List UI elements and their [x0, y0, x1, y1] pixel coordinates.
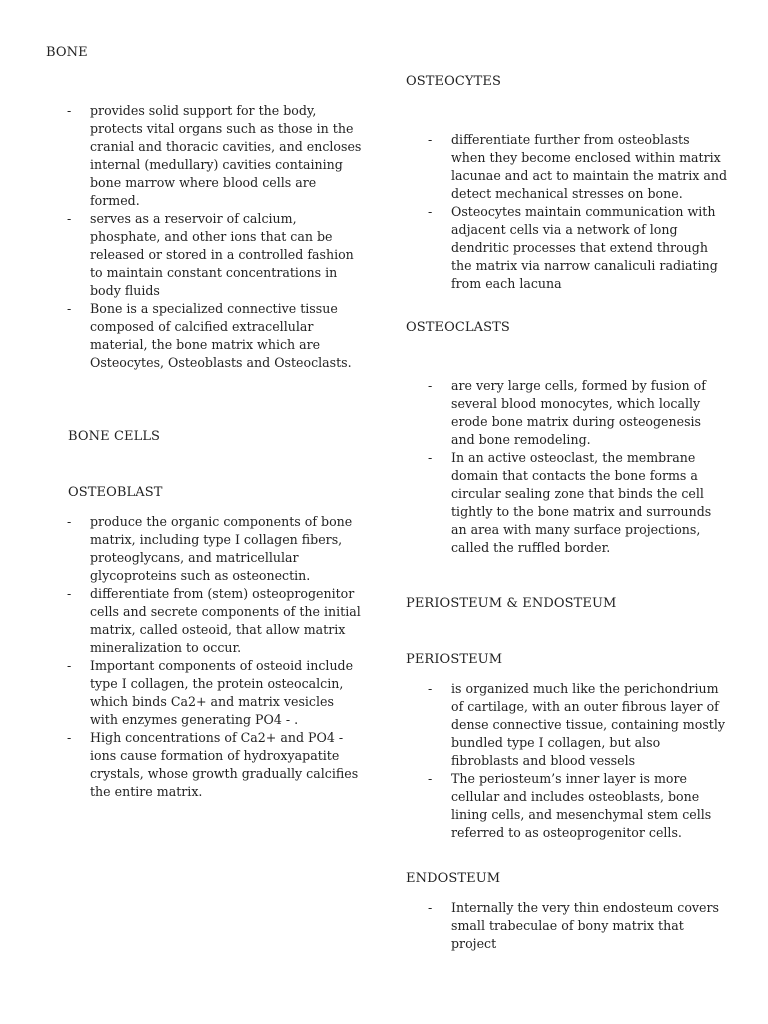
osteoclasts-list [428, 377, 728, 557]
heading-osteoblast: OSTEOBLAST [68, 485, 163, 500]
list-item: - Important components of osteoid include type I collagen, the protein osteocalcin, which binds Ca2+ and matrix vesicles with enzymes generating PO4 - . [67, 657, 362, 729]
list-item: - The periosteum’s inner layer is more cellular and includes osteoblasts, bone lining cells, and mesenchymal stem cells referred to as osteoprogenitor cells. [428, 770, 728, 842]
periosteum-list [428, 680, 728, 842]
heading-periosteum: PERIOSTEUM [406, 652, 503, 667]
list-item: - is organized much like the perichondrium of cartilage, with an outer fibrous layer of dense connective tissue, containing mostly bundled type I collagen, but also fibroblasts and blood vessels [428, 680, 728, 770]
heading-periosteum-endosteum: PERIOSTEUM & ENDOSTEUM [406, 596, 617, 611]
list-item: - are very large cells, formed by fusion of several blood monocytes, which locally erode bone matrix during osteogenesis and bone remodeling. [428, 377, 728, 449]
list-item: - In an active osteoclast, the membrane domain that contacts the bone forms a circular sealing zone that binds the cell tightly to the bone matrix and surrounds an area with many surface projections, called the ruffled border. [428, 449, 728, 557]
heading-endosteum: ENDOSTEUM [406, 871, 501, 886]
osteocytes-list [428, 131, 728, 293]
list-item: - produce the organic components of bone matrix, including type I collagen fibers, proteoglycans, and matricellular glycoproteins such as osteonectin. [67, 513, 362, 585]
list-item: - differentiate from (stem) osteoprogenitor cells and secrete components of the initial matrix, called osteoid, that allow matrix mineralization to occur. [67, 585, 362, 657]
list-item: - Osteocytes maintain communication with adjacent cells via a network of long dendritic processes that extend through the matrix via narrow canaliculi radiating from each lacuna [428, 203, 728, 293]
osteoblast-list [67, 513, 362, 801]
endosteum-list [428, 899, 728, 953]
list-item: - Internally the very thin endosteum covers small trabeculae of bony matrix that project [428, 899, 728, 953]
list-item: - High concentrations of Ca2+ and PO4 - ions cause formation of hydroxyapatite crystals, whose growth gradually calcifies the entire matrix. [67, 729, 362, 801]
bone-list [67, 102, 362, 372]
heading-bone-cells: BONE CELLS [68, 429, 161, 444]
list-item: - Bone is a specialized connective tissue composed of calcified extracellular material, the bone matrix which are Osteocytes, Osteoblasts and Osteoclasts. [67, 300, 362, 372]
heading-osteocytes: OSTEOCYTES [406, 74, 501, 89]
list-item: - serves as a reservoir of calcium, phosphate, and other ions that can be released or stored in a controlled fashion to maintain constant concentrations in body fluids [67, 210, 362, 300]
list-item: - differentiate further from osteoblasts when they become enclosed within matrix lacunae and act to maintain the matrix and detect mechanical stresses on bone. [428, 131, 728, 203]
heading-osteoclasts: OSTEOCLASTS [406, 320, 510, 335]
list-item: - provides solid support for the body, protects vital organs such as those in the cranial and thoracic cavities, and encloses internal (medullary) cavities containing bone marrow where blood cells are formed. [67, 102, 362, 210]
heading-bone: BONE [46, 45, 88, 60]
